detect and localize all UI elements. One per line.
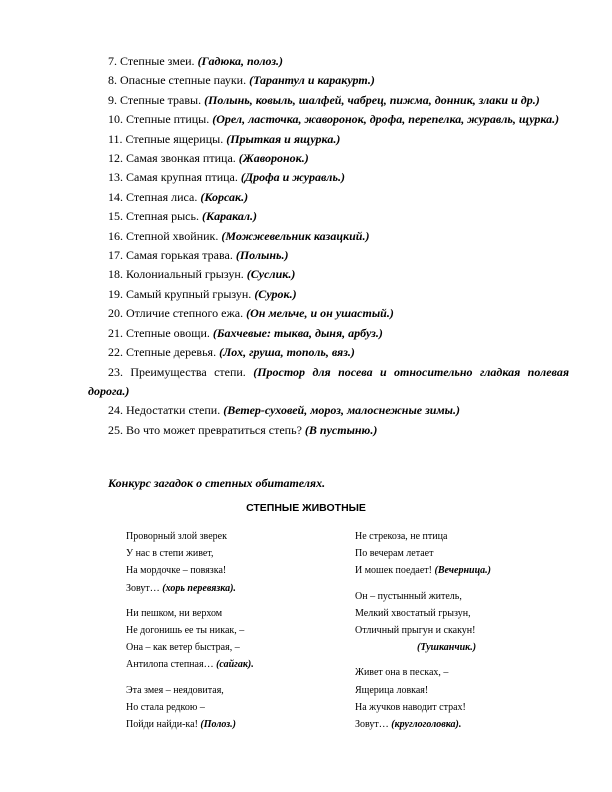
answer-text: (Сурок.): [254, 286, 297, 301]
answer-text: (Каракал.): [201, 209, 258, 224]
question-item: [88, 168, 569, 187]
riddle-answer-line: [355, 639, 535, 656]
question-item: [88, 130, 569, 149]
riddle-line: Живет она в песках, –: [355, 667, 449, 679]
riddle-answer: (круглоголовка).: [391, 719, 462, 731]
answer-text: (Лох, груша, тополь, вяз.): [219, 345, 355, 360]
question-item: [88, 110, 569, 129]
riddle-answer-line: [126, 580, 326, 597]
answer-text: (Ветер-суховей, мороз, малоснежные зимы.): [223, 403, 460, 418]
riddle-line: Она – как ветер быстрая, –: [126, 642, 240, 654]
question-item: [88, 71, 569, 90]
answer-text: (В пустыню.): [304, 422, 378, 437]
question-item: [88, 421, 569, 440]
riddle-line: На жучков наводит страх!: [355, 701, 466, 713]
answer-text: (Полынь, ковыль, шалфей, чабрец, пижма, донник, злаки и др.): [204, 92, 540, 107]
riddle-answer: (Тушканчик.): [417, 642, 477, 654]
riddle-answer-line: [355, 562, 535, 579]
riddle-line: Зовут…: [126, 582, 160, 594]
question-item: [88, 285, 569, 304]
question-text: 10. Степные птицы.: [108, 112, 210, 127]
riddle-stanza: [355, 664, 535, 733]
riddle-line: Проворный злой зверек: [126, 531, 227, 542]
answer-text: (Можжевельник казацкий.): [221, 228, 370, 243]
question-item: [88, 363, 569, 402]
question-item: [88, 401, 569, 420]
question-text: 7. Степные змеи.: [108, 54, 195, 68]
riddle-line: Ящерица ловкая!: [355, 684, 429, 696]
riddle-answer: (хорь перевязка).: [162, 582, 236, 594]
riddle-answer-line: [126, 716, 326, 733]
answer-text: (Дрофа и журавль.): [240, 170, 345, 185]
answer-text: (Гадюка, полоз.): [197, 54, 284, 68]
question-item: [88, 188, 569, 207]
question-list: [88, 52, 569, 440]
answer-text: (Полынь.): [235, 248, 289, 263]
riddle-line: Пойди найди-ка!: [126, 719, 198, 731]
riddle-line: Эта змея – неядовитая,: [126, 684, 224, 696]
question-item: [88, 227, 569, 246]
answer-text: (Суслик.): [246, 267, 296, 282]
answer-text: (Он мельче, и он ушастый.): [246, 306, 394, 321]
riddle-stanza: [355, 528, 535, 580]
riddle-line: На мордочке – повязка!: [126, 565, 227, 577]
riddle-line: И мошек поедает!: [355, 565, 432, 577]
question-text: 18. Колониальный грызун.: [108, 267, 244, 282]
riddle-line: Он – пустынный житель,: [355, 590, 462, 602]
question-text: 22. Степные деревья.: [108, 345, 217, 360]
question-item: [88, 304, 569, 323]
riddle-stanza: [126, 605, 326, 674]
riddle-line: Но стала редкою –: [126, 701, 205, 713]
question-item: [88, 265, 569, 284]
answer-text: (Бахчевые: тыква, дыня, арбуз.): [212, 325, 383, 340]
riddles-title: СТЕПНЫЕ ЖИВОТНЫЕ: [246, 502, 366, 514]
question-text: 23. Преимущества степи.: [108, 364, 246, 379]
riddle-line: Не стрекоза, не птица: [355, 531, 448, 542]
riddle-answer-line: [126, 656, 326, 673]
riddle-line: Мелкий хвостатый грызун,: [355, 607, 471, 619]
riddle-answer: (Полоз.): [200, 719, 236, 731]
riddle-answer: (сайгак).: [216, 659, 254, 671]
question-item: [88, 52, 569, 71]
riddle-line: По вечерам летает: [355, 548, 434, 560]
question-text: 16. Степной хвойник.: [108, 228, 219, 243]
riddles-right-column: [355, 528, 535, 741]
answer-text: (Прыткая и ящурка.): [226, 131, 341, 146]
question-text: 8. Опасные степные пауки.: [108, 73, 247, 88]
question-item: [88, 246, 569, 265]
question-item: [88, 91, 569, 110]
question-text: 9. Степные травы.: [108, 92, 202, 107]
question-text: 11. Степные ящерицы.: [108, 131, 224, 146]
question-item: [88, 343, 569, 362]
question-text: 20. Отличие степного ежа.: [108, 306, 244, 321]
question-text: 14. Степная лиса.: [108, 189, 198, 204]
answer-text: (Орел, ласточка, жаворонок, дрофа, перепелка, журавль, щурка.): [212, 112, 560, 127]
question-text: 12. Самая звонкая птица.: [108, 151, 236, 166]
question-text: 24. Недостатки степи.: [108, 403, 221, 418]
question-text: 17. Самая горькая трава.: [108, 248, 233, 263]
answer-text: (Тарантул и каракурт.): [249, 73, 375, 88]
question-item: [88, 149, 569, 168]
riddle-stanza: [126, 528, 326, 597]
contest-heading: Конкурс загадок о степных обитателях.: [108, 476, 326, 490]
answer-text: (Жаворонок.): [238, 151, 309, 166]
question-item: [88, 207, 569, 226]
question-text: 13. Самая крупная птица.: [108, 170, 238, 185]
riddle-answer: (Вечерница.): [434, 565, 491, 577]
riddle-stanza: [355, 588, 535, 657]
question-item: [88, 324, 569, 343]
riddles-left-column: [126, 528, 326, 741]
riddle-stanza: [126, 682, 326, 734]
riddle-line: Зовут…: [355, 719, 389, 731]
riddle-line: Отличный прыгун и скакун!: [355, 625, 476, 637]
answer-text: (Простор для посева и относительно гладкая полевая дорога.): [88, 364, 570, 398]
question-text: 21. Степные овощи.: [108, 325, 210, 340]
question-text: 15. Степная рысь.: [108, 209, 199, 224]
riddle-line: У нас в степи живет,: [126, 548, 214, 560]
question-text: 19. Самый крупный грызун.: [108, 286, 252, 301]
riddle-line: Не догонишь ее ты никак, –: [126, 625, 245, 637]
riddle-line: Ни пешком, ни верхом: [126, 607, 223, 619]
riddle-answer-line: [355, 716, 535, 733]
riddle-line: Антилопа степная…: [126, 659, 214, 671]
question-text: 25. Во что может превратиться степь?: [108, 422, 302, 437]
answer-text: (Корсак.): [200, 189, 249, 204]
